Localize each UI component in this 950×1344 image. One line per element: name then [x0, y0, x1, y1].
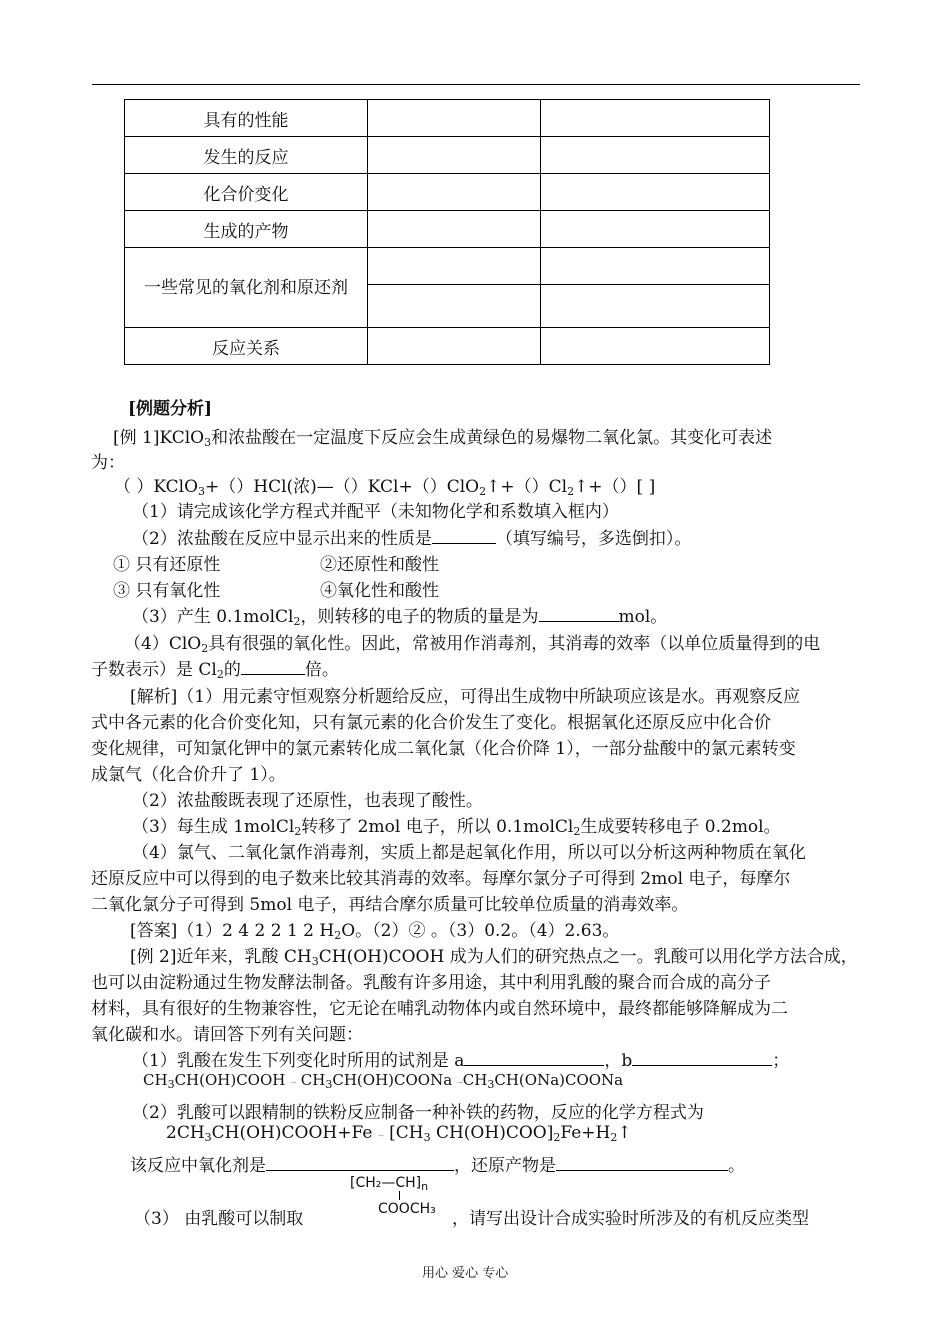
ex2-q2: （2）乳酸可以跟精制的铁粉反应制备一种补铁的药物，反应的化学方程式为 [132, 1103, 704, 1123]
bond-line [399, 1191, 400, 1200]
table-row [125, 100, 770, 137]
ex2-equation: $2CH_3CH(OH)COOH+Fe \to [CH_3$ $CH(OH)COO]_2Fe+H_2↑$ [166, 1123, 632, 1144]
row-label [125, 248, 368, 328]
table-cell [541, 248, 770, 285]
analysis-line: 变化规律，可知氯化钾中的氯元素转化成二氧化氯（化合价降 1），一部分盐酸中的氯元素转变 [91, 739, 796, 759]
ex1-q4-cont: 子数表示）是 $Cl_2$的 倍。 [91, 660, 339, 681]
ex2-q3-suffix: ，请写出设计合成实验时所涉及的有机反应类型 [452, 1209, 809, 1229]
table-cell [541, 285, 770, 328]
analysis-line: （3）每生成 1molCl$_2$转移了 2mol 电子，所以 0.1molCl$_2$生成要转移电子 0.2mol。 [132, 817, 781, 838]
row-label: 反应关系 [125, 328, 368, 365]
table-row [125, 248, 770, 285]
table-row [125, 211, 770, 248]
table-cell [541, 100, 770, 137]
analysis-line: 还原反应中可以得到的电子数来比较其消毒的效率。每摩尔氯分子可得到 2mol 电子，每摩尔 [91, 869, 791, 889]
table-cell [368, 248, 541, 285]
ex1-intro-cont: 为： [91, 453, 125, 473]
answer-blank[interactable] [432, 528, 496, 544]
table-cell [368, 174, 541, 211]
table-cell [541, 137, 770, 174]
polymer-repeat-unit: $[CH_2—CH]_n$ [350, 1175, 429, 1193]
analysis-line: 式中各元素的化合价变化知，只有氯元素的化合价发生了变化。根据氧化还原反应中化合价 [91, 713, 771, 733]
answer-blank[interactable] [241, 659, 305, 675]
row-label: 具有的性能 [125, 100, 368, 137]
table-cell [368, 100, 541, 137]
section-title: [例题分析] [128, 399, 213, 419]
arrow-icon: → [290, 1079, 297, 1087]
arrow-icon: → [377, 1132, 384, 1140]
ex2-q3-prefix: （3） 由乳酸可以制取 [134, 1209, 304, 1229]
analysis-line: 成氯气（化合价升了 1）。 [91, 765, 286, 785]
table-row [125, 174, 770, 211]
row-label: 发生的反应 [125, 137, 368, 174]
ex1-q2: （2）浓盐酸在反应中显示出来的性质是 （填写编号，多选倒扣）。 [132, 529, 692, 549]
ex1-option-2: ②还原性和酸性 [320, 555, 439, 575]
answer-blank-b[interactable] [632, 1050, 772, 1066]
arrow-icon: → [456, 1079, 463, 1087]
table-row [125, 328, 770, 365]
ex1-q3: （3）产生 0.1molCl$_2$，则转移的电子的物质的量是为 mol。 [132, 607, 668, 628]
table-cell [541, 174, 770, 211]
row-label: 化合价变化 [125, 174, 368, 211]
ex1-option-1: ① 只有还原性 [113, 555, 221, 575]
ex1-equation: （ ）KClO$_3$+（）HCl(浓)$—()KCl+()ClO_2↑+()Cl_2↑+()$[ ] [114, 477, 656, 498]
answer-blank[interactable] [539, 606, 619, 622]
polymer-side-group: COOCH₃ [378, 1201, 436, 1217]
oxidant-blank[interactable] [266, 1155, 454, 1171]
row-label-text: 一些常见的氧化剂和原还剂 [144, 277, 348, 298]
table-cell [541, 211, 770, 248]
analysis-line: [解析]（1）用元素守恒观察分析题给反应，可得出生成物中所缺项应该是水。再观察反应 [130, 687, 801, 707]
ex2-q1: （1）乳酸在发生下列变化时所用的试剂是 a ，b ； [132, 1051, 790, 1071]
table-cell [541, 328, 770, 365]
ex2-line: 也可以由淀粉通过生物发酵法制备。乳酸有许多用途，其中利用乳酸的聚合而合成的高分子 [91, 973, 771, 993]
table-cell [368, 328, 541, 365]
ex2-q2-blanks: 该反应中氧化剂是 ，还原产物是 。 [130, 1156, 745, 1176]
table-row [125, 137, 770, 174]
ex2-conversion-chain: $CH_3CH(OH)COOH$ → $CH_3CH(OH)COONa$ $\to CH_3CH(ONa)COONa$ [143, 1071, 624, 1091]
header-rule [92, 84, 860, 85]
ex2-line: 材料，具有很好的生物兼容性，它无论在哺乳动物体内或自然环境中，最终都能够降解成为二 [91, 999, 788, 1019]
ex1-intro: [例 1]KClO$_3$和浓盐酸在一定温度下反应会生成黄绿色的易爆物二氧化氯。其变化可表述 [113, 428, 773, 449]
ex2-line: [例 2]近年来，乳酸 $CH_3CH(OH)COOH$ 成为人们的研究热点之一。乳酸可以用化学方法合成， [130, 947, 858, 968]
ex2-line: 氧化碳和水。请回答下列有关问题： [91, 1025, 363, 1045]
analysis-line: （2）浓盐酸既表现了还原性，也表现了酸性。 [132, 791, 483, 811]
table-cell [368, 211, 541, 248]
ex1-q4: （4）ClO$_2$具有很强的氧化性。因此，常被用作消毒剂，其消毒的效率（以单位质量得到的电 [124, 634, 821, 655]
reduction-product-blank[interactable] [556, 1155, 728, 1171]
table-cell [368, 137, 541, 174]
page-footer: 用心 爱心 专心 [422, 1266, 509, 1281]
ex1-option-3: ③ 只有氧化性 [113, 581, 221, 601]
ex1-option-4: ④氧化性和酸性 [320, 581, 439, 601]
answer-blank-a[interactable] [464, 1050, 604, 1066]
analysis-line: 二氧化氯分子可得到 5mol 电子，再结合摩尔质量可比较单位质量的消毒效率。 [91, 895, 689, 915]
answer-line: [答案]（1）2 4 2 2 1 2 $H_2O$。（2）② 。（3）0.2。（4）2.63。 [130, 921, 620, 942]
comparison-table [124, 99, 770, 365]
analysis-line: （4）氯气、二氧化氯作消毒剂，实质上都是起氧化作用，所以可以分析这两种物质在氧化 [132, 843, 806, 863]
polymer-structure [350, 1174, 436, 1218]
table-cell [368, 285, 541, 328]
ex1-q1: （1）请完成该化学方程式并配平（未知物化学和系数填入框内） [132, 502, 619, 522]
row-label: 生成的产物 [125, 211, 368, 248]
